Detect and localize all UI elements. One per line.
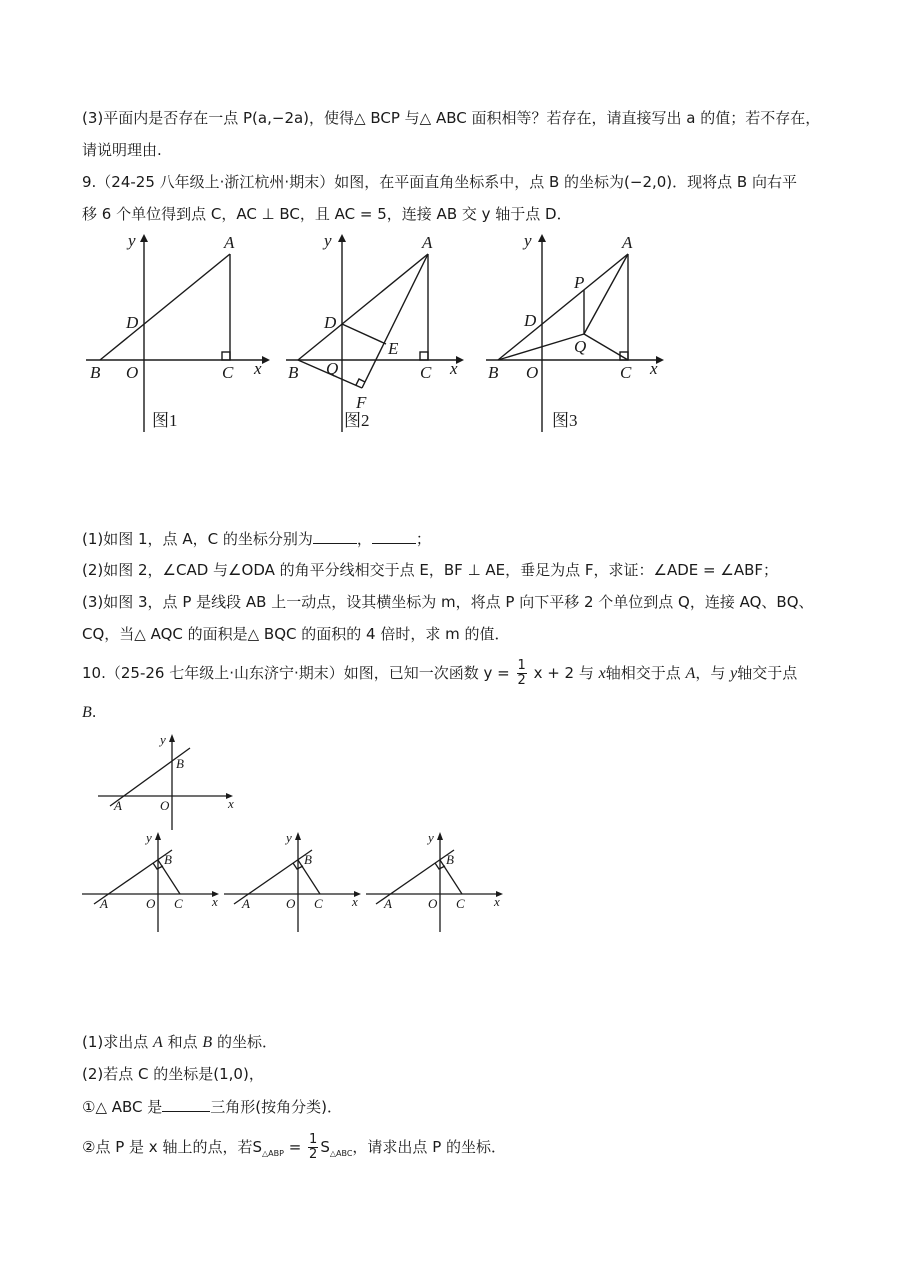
q10-part2-1 — [82, 1096, 342, 1117]
q10-stem-line2 — [82, 702, 97, 723]
label-o: O — [526, 363, 539, 382]
right-angle-mark — [420, 352, 428, 360]
label-p: P — [574, 273, 585, 292]
label-y: y — [146, 830, 152, 845]
q10-part2-2 — [82, 1130, 506, 1171]
var-a: A — [153, 1034, 163, 1051]
label-y: y — [524, 231, 532, 250]
answer-blank-triangle — [162, 1096, 210, 1112]
segment-de — [342, 324, 386, 344]
segment-ab — [498, 254, 628, 360]
label-b: B — [164, 852, 172, 867]
q9-figure-1 — [84, 228, 274, 438]
label-o: O — [146, 896, 156, 911]
label-q: Q — [574, 337, 587, 356]
answer-blank-a — [313, 528, 357, 544]
q10-stem-b: x + 2 与 — [533, 664, 594, 682]
q10-stem-line1 — [82, 656, 797, 691]
q10-part2-1b: 三角形(按角分类)． — [210, 1098, 342, 1116]
label-o: O — [126, 363, 139, 382]
label-q: Q — [326, 359, 339, 378]
var-a: A — [685, 665, 696, 682]
label-x: x — [352, 894, 358, 909]
subscript-abp: △ABP — [261, 1149, 284, 1158]
q10-stem-end: . — [91, 703, 97, 721]
segment-af — [362, 254, 428, 388]
q10-stem-d: ，与 — [695, 664, 726, 682]
var-b: B — [202, 1034, 213, 1051]
q10-part1-a: (1)求出点 — [82, 1033, 149, 1051]
equals-sign: = — [288, 1138, 302, 1156]
var-x: x — [598, 665, 606, 682]
q10-part1-b: 和点 — [167, 1033, 198, 1051]
label-b: B — [446, 852, 454, 867]
q10-part1 — [82, 1032, 277, 1053]
segment-ab — [298, 254, 428, 360]
label-c: C — [174, 896, 183, 911]
q9-figure-2 — [284, 228, 474, 438]
caption-fig2: 图2 — [344, 411, 370, 430]
q9-part1 — [82, 528, 431, 549]
label-x: x — [212, 894, 218, 909]
label-b: B — [304, 852, 312, 867]
label-o: O — [160, 798, 170, 813]
label-y: y — [286, 830, 292, 845]
q9-stem-line2: 移 6 个单位得到点 C，AC ⊥ BC，且 AC = 5，连接 AB 交 y 轴于点 D． — [82, 205, 572, 223]
label-d: D — [524, 311, 537, 330]
label-y: y — [324, 231, 332, 250]
q9-part2: (2)如图 2，∠CAD 与∠ODA 的角平分线相交于点 E，BF ⊥ AE，垂足为点 F，求证：∠ADE = ∠ABF； — [82, 561, 779, 579]
label-y: y — [428, 830, 434, 845]
q10-part2-2a: ②点 P 是 x 轴上的点，若S — [82, 1138, 262, 1156]
q10-part2-1a: ①△ ABC 是 — [82, 1098, 163, 1116]
q10-figure-small-1 — [80, 828, 226, 936]
label-a: A — [384, 896, 392, 911]
label-c: C — [314, 896, 323, 911]
q9-figure-3 — [484, 228, 674, 438]
var-y: y — [730, 665, 738, 682]
caption-fig1: 图1 — [152, 411, 178, 430]
label-a: A — [100, 896, 108, 911]
label-x: x — [254, 359, 262, 378]
q8-part3-line1: (3)平面内是否存在一点 P(a,−2a)，使得△ BCP 与△ ABC 面积相等？若存在，请直接写出 a 的值；若不存在， — [82, 109, 821, 127]
label-f: F — [356, 393, 367, 412]
label-e: E — [388, 339, 399, 358]
label-c: C — [222, 363, 234, 382]
q10-part2: (2)若点 C 的坐标是(1,0)， — [82, 1065, 264, 1083]
right-angle-mark — [222, 352, 230, 360]
q9-part1-text: (1)如图 1，点 A，C 的坐标分别为 — [82, 530, 313, 548]
segment-bq — [498, 334, 587, 360]
caption-fig3: 图3 — [552, 411, 578, 430]
fraction-half: $\frac{1}{2}$ — [517, 658, 526, 688]
label-o: O — [428, 896, 438, 911]
label-b: B — [288, 363, 299, 382]
subscript-abc: △ABC — [329, 1149, 353, 1158]
label-d: D — [324, 313, 337, 332]
label-a: A — [242, 896, 250, 911]
var-b: B — [82, 704, 92, 721]
segment-ab — [100, 254, 230, 360]
label-y: y — [160, 732, 166, 747]
q10-stem-a: 10.（25-26 七年级上·山东济宁·期末）如图，已知一次函数 y = — [82, 664, 510, 682]
segment-cq — [584, 334, 628, 360]
label-b: B — [488, 363, 499, 382]
q10-figure-small-2 — [222, 828, 368, 936]
answer-blank-c — [372, 528, 416, 544]
label-x: x — [650, 359, 658, 378]
label-a: A — [114, 798, 122, 813]
q10-stem-e: 轴交于点 — [737, 664, 798, 682]
q10-part1-c: 的坐标． — [216, 1033, 277, 1051]
segment-aq — [584, 254, 628, 334]
label-a: A — [422, 233, 433, 252]
q9-part3-line2: CQ，当△ AQC 的面积是△ BQC 的面积的 4 倍时，求 m 的值． — [82, 625, 510, 643]
label-x: x — [494, 894, 500, 909]
label-c: C — [420, 363, 432, 382]
label-b: B — [90, 363, 101, 382]
label-b: B — [176, 756, 184, 771]
q9-part1-sep: ， — [356, 530, 372, 548]
q9-part3-line1: (3)如图 3，点 P 是线段 AB 上一动点，设其横坐标为 m，将点 P 向下平移 2 个单位到点 Q，连接 AQ、BQ、 — [82, 593, 814, 611]
s-letter: S — [320, 1138, 330, 1156]
label-a: A — [224, 233, 235, 252]
q8-part3-line2: 请说明理由. — [82, 141, 162, 159]
label-x: x — [450, 359, 458, 378]
label-c: C — [620, 363, 632, 382]
label-d: D — [126, 313, 139, 332]
label-a: A — [622, 233, 633, 252]
label-o: O — [286, 896, 296, 911]
label-y: y — [128, 231, 136, 250]
q10-part2-2b: ，请求出点 P 的坐标． — [352, 1138, 507, 1156]
label-x: x — [228, 796, 234, 811]
q10-figure-small-3 — [364, 828, 510, 936]
q9-part1-end: ； — [415, 530, 431, 548]
q9-stem-line1: 9.（24-25 八年级上·浙江杭州·期末）如图，在平面直角坐标系中，点 B 的坐标为(−2,0)．现将点 B 向右平 — [82, 173, 797, 191]
label-c: C — [456, 896, 465, 911]
q10-figure-main — [96, 730, 246, 834]
q10-stem-c: 轴相交于点 — [605, 664, 681, 682]
fraction-half-2: $\frac{1}{2}$ — [309, 1132, 318, 1162]
